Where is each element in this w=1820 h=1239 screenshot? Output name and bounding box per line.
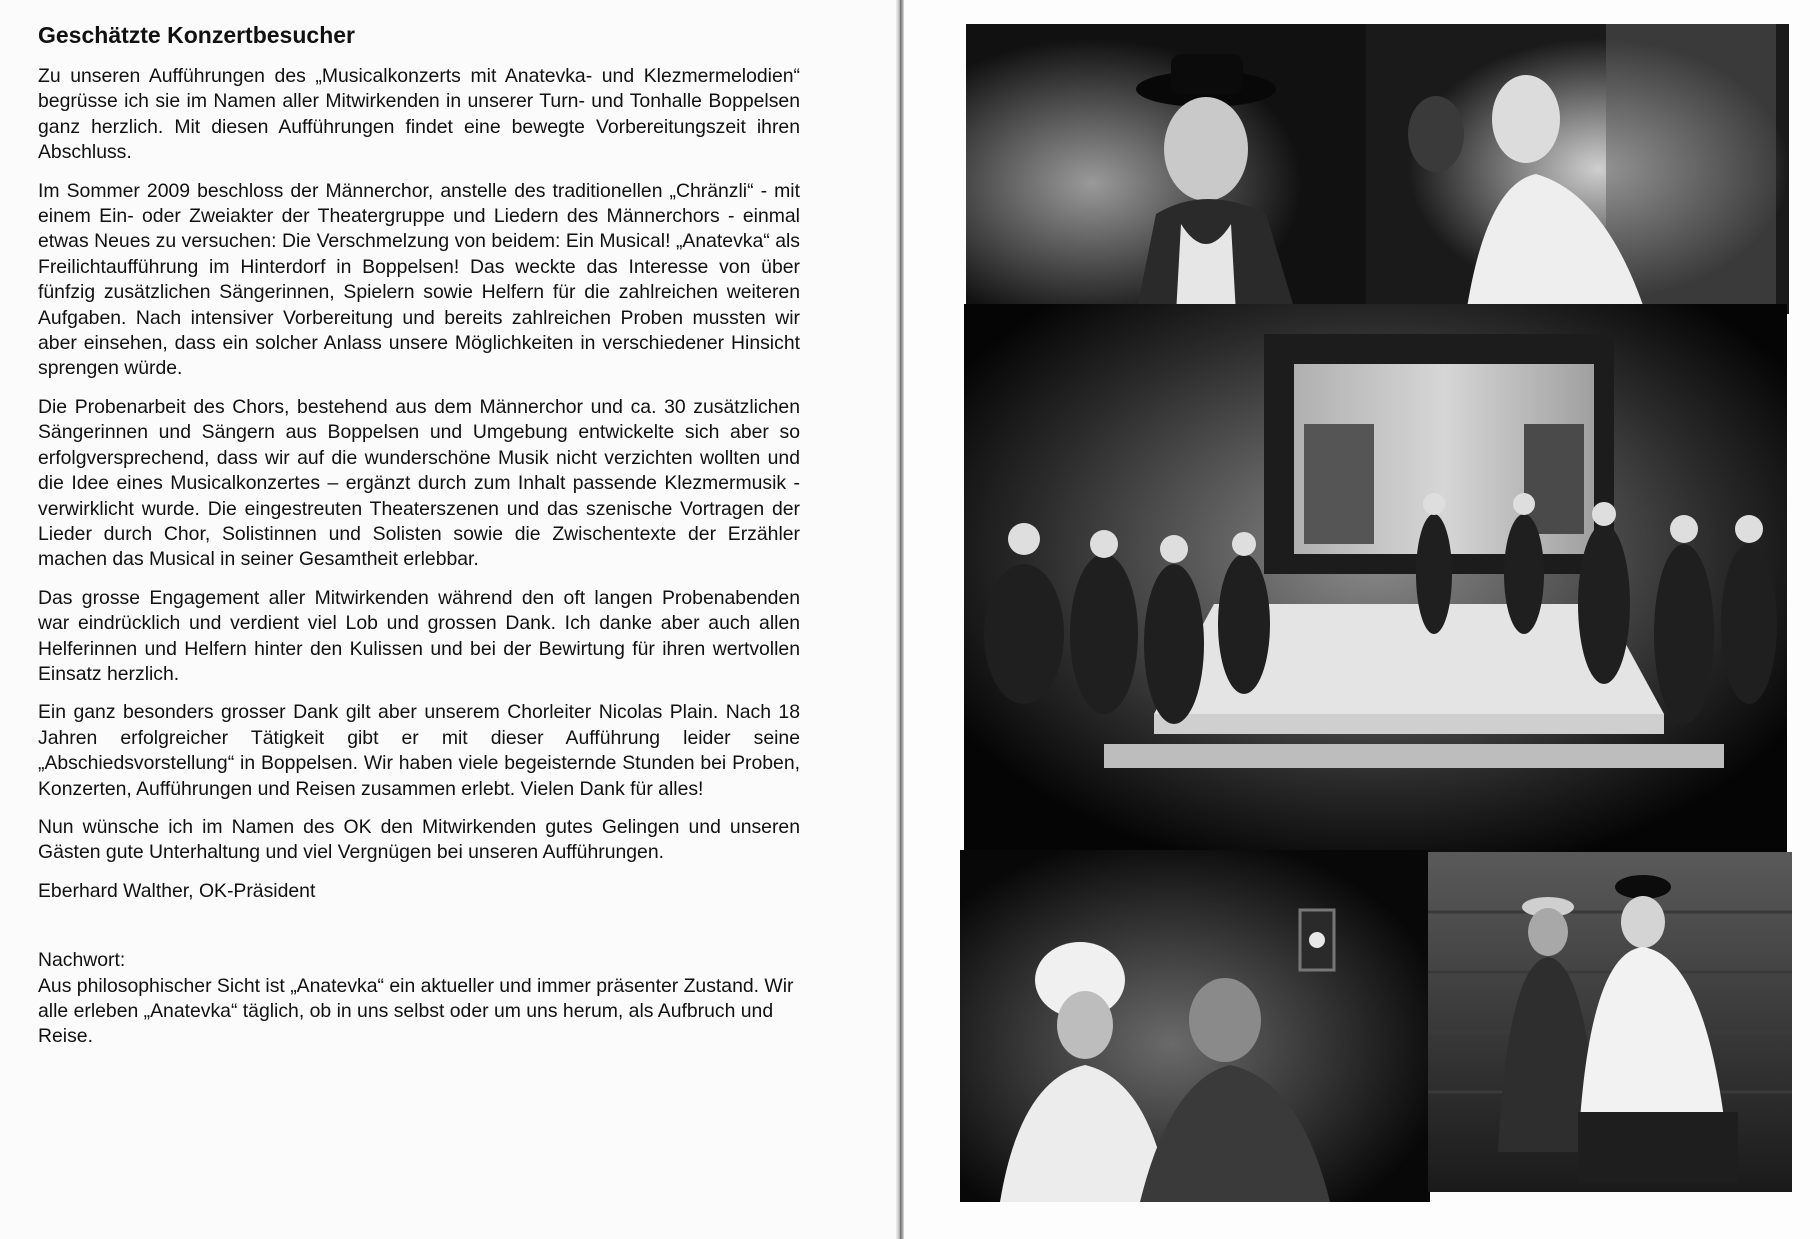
page-fold xyxy=(896,0,904,1239)
photo-bottom-left xyxy=(960,850,1430,1202)
nachwort-text: Aus philosophischer Sicht ist „Anatevka“ ein aktueller und immer präsenter Zustand. Wir alle erleben „Anatevka“ täglich, ob in uns selbst oder um uns herum, als Aufbruch und Reise. xyxy=(38,974,794,1048)
paragraph-3: Die Probenarbeit des Chors, bestehend aus dem Männerchor und ca. 30 zusätzlichen Sängerinnen und Sängern aus Boppelsen und Umgebung entwickelte sich aber so erfolgversprechend, dass wir auf die wunderschöne Musik nicht verzichten wollten und die Idee eines Musicalkonzertes – ergänzt durch zum Inhalt passende Klezmermusik - verwirklicht wurde. Die eingestreuten Theaterszenen und das szenische Vortragen der Lieder durch Chor, Solistinnen und Solisten sowie die Zwischentexte der Erzähler machen das Musical in seiner Gesamtheit erlebbar. xyxy=(38,395,800,571)
paragraph-6: Nun wünsche ich im Namen des OK den Mitwirkenden gutes Gelingen und unseren Gästen gute Unterhaltung und viel Vergnügen bei unseren Aufführungen. xyxy=(38,815,800,864)
paragraph-1: Zu unseren Aufführungen des „Musicalkonzerts mit Anatevka- und Klezmermelodien“ begrüsse ich sie im Namen aller Mitwirkenden in unserer Turn- und Tonhalle Boppelsen ganz herzlich. Mit diesen Aufführungen findet eine bewegte Vorbereitungszeit ihren Abschluss. xyxy=(38,65,800,164)
nachwort xyxy=(38,948,800,1050)
letter-text xyxy=(38,20,800,1050)
paragraph-2: Im Sommer 2009 beschloss der Männerchor, anstelle des traditionellen „Chränzli“ - mit einem Ein- oder Zweiakter der Theatergruppe und Liedern des Männerchors - einmal etwas Neues zu versuchen: Die Verschmelzung von beidem: Ein Musical! „Anatevka“ als Freilichtaufführung im Hinterdorf in Boppelsen! Das weckte das Interesse von über fünfzig zusätzlichen Sängerinnen, Spielern sowie Helfern für die zahlreichen weiteren Aufgaben. Nach intensiver Vorbereitung und bereits zahlreichen Proben mussten wir aber einsehen, dass ein solcher Anlass unsere Möglichkeiten in verschiedener Hinsicht sprengen würde. xyxy=(38,179,800,380)
paragraph-4: Das grosse Engagement aller Mitwirkenden während den oft langen Probenabenden war eindrücklich und verdient viel Lob und grossen Dank. Ich danke aber auch allen Helferinnen und Helfern hinter den Kulissen und bei der Bewirtung für ihren wertvollen Einsatz herzlich. xyxy=(38,586,800,685)
paragraph-5: Ein ganz besonders grosser Dank gilt aber unserem Chorleiter Nicolas Plain. Nach 18 Jahren erfolgreicher Tätigkeit gibt er mit dieser Aufführung leider seine „Abschiedsvorstellung“ in Boppelsen. Wir haben viele begeisternde Stunden bei Proben, Konzerten, Aufführungen und Reisen zusammen erlebt. Vielen Dank für alles! xyxy=(38,701,800,800)
left-page xyxy=(0,0,900,1239)
photo-middle xyxy=(964,304,1787,854)
nachwort-title: Nachwort: xyxy=(38,949,126,972)
photo-bottom-right xyxy=(1428,852,1792,1192)
photo-top xyxy=(966,24,1789,314)
page-title: Geschätzte Konzertbesucher xyxy=(38,22,355,48)
signature: Eberhard Walther, OK-Präsident xyxy=(38,879,316,902)
